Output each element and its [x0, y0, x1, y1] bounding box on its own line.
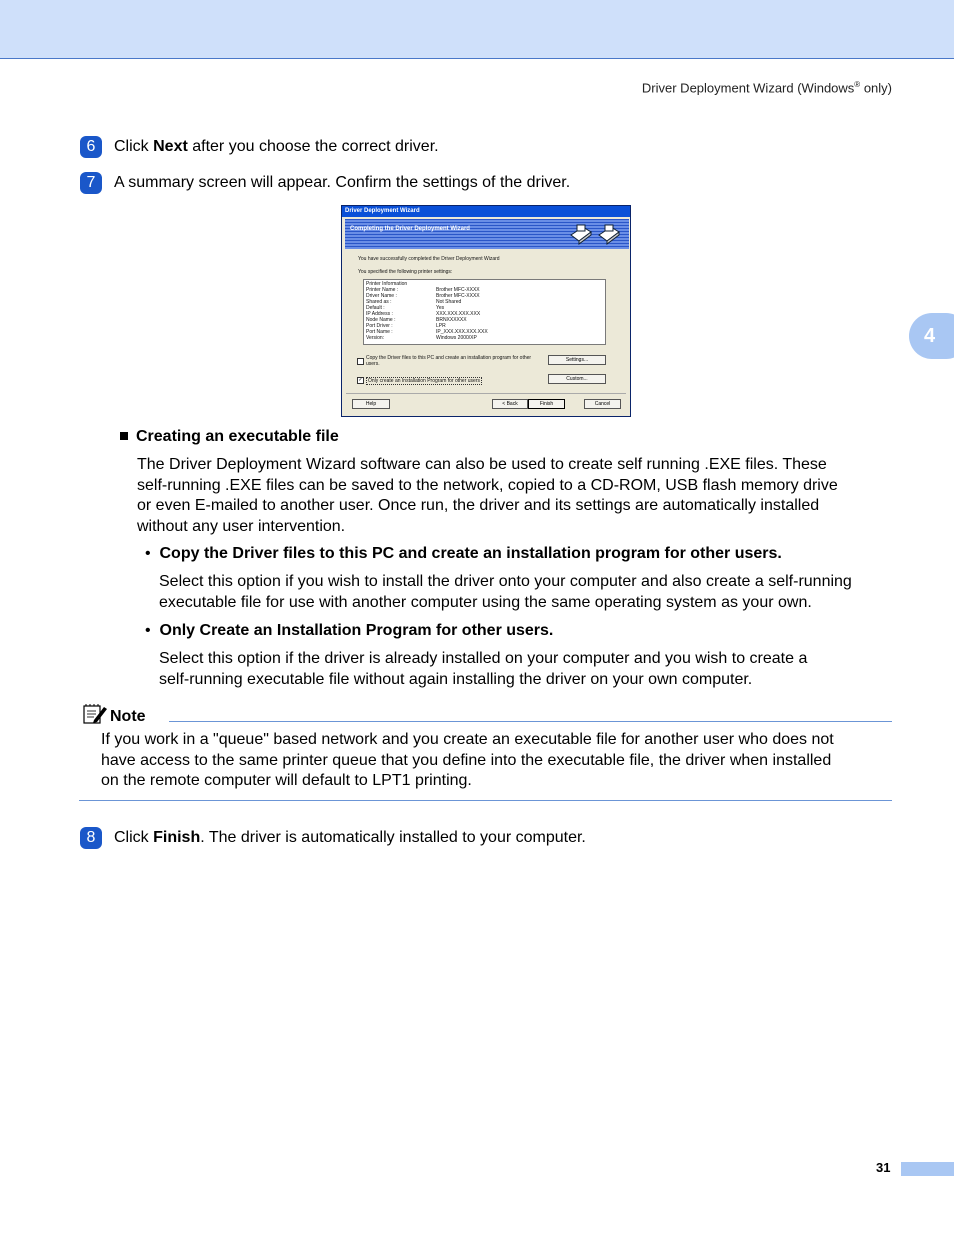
wizard-dialog-screenshot: [341, 205, 631, 417]
info-row: Shared as : Not Shared: [366, 299, 462, 305]
dialog-success-text: You have successfully completed the Driver Deployment Wizard: [358, 256, 500, 262]
info-row: Driver Name : Brother MFC-XXXX: [366, 293, 480, 299]
dialog-settings-caption: You specified the following printer settings:: [358, 269, 453, 275]
square-bullet-icon: [120, 432, 128, 440]
note-top-rule: [169, 721, 892, 722]
dialog-divider: [346, 393, 626, 394]
chapter-tab: 4: [909, 313, 954, 359]
note-label: Note: [110, 708, 146, 725]
note-text: If you work in a "queue" based network and you create an executable file for another user who does not have access to the same printer queue that you define into the executable file, the driver when installed on the remote computer will default to LPT1 printing.: [101, 731, 834, 789]
bullet-only-create: • Only Create an Installation Program for other users.: [145, 622, 554, 639]
only-create-checkbox[interactable]: ✓: [358, 377, 363, 383]
dialog-banner: [345, 219, 629, 249]
settings-button[interactable]: Settings...: [548, 355, 606, 365]
info-row: Node Name : BRNXXXXXX: [366, 317, 467, 323]
cancel-button[interactable]: Cancel: [584, 399, 621, 409]
step-7-text: A summary screen will appear. Confirm the settings of the driver.: [114, 174, 571, 191]
bullet-dot: •: [145, 622, 151, 639]
section-heading: Creating an executable file: [120, 428, 339, 446]
dialog-banner-text: Completing the Driver Deployment Wizard: [350, 226, 470, 232]
step-6-text: Click Next after you choose the correct driver.: [114, 138, 439, 155]
info-row: Port Name : IP_XXX.XXX.XXX.XXX: [366, 329, 488, 335]
page-number: 31: [876, 1160, 891, 1175]
info-row: Port Driver : LPR: [366, 323, 446, 329]
step-number-8: 8: [80, 827, 102, 849]
printer-info-box: [363, 279, 606, 345]
info-row: Version: Windows 2000/XP: [366, 335, 477, 341]
custom-button[interactable]: Custom...: [548, 374, 606, 384]
info-row: IP Address : XXX.XXX.XXX.XXX: [366, 311, 481, 317]
info-row: Printer Information: [366, 281, 408, 287]
running-header: Driver Deployment Wizard (Windows® only): [641, 80, 892, 96]
info-row: Printer Name : Brother MFC-XXXX: [366, 287, 480, 293]
printer-icon: [597, 223, 621, 245]
help-button[interactable]: Help: [352, 399, 390, 409]
note-bottom-rule: [79, 800, 892, 801]
bullet-copy-driver: • Copy the Driver files to this PC and create an installation program for other users.: [145, 545, 782, 562]
dialog-title: Driver Deployment Wizard: [342, 206, 630, 217]
note-pencil-icon: [82, 703, 108, 725]
bullet-only-create-desc: Select this option if the driver is already installed on your computer and you wish to create a self-running executable file without again installing the driver on your own computer.: [159, 650, 808, 688]
info-row: Default : Yes: [366, 305, 445, 311]
page-number-bar: [901, 1162, 954, 1176]
step-8-text: Click Finish. The driver is automatically installed to your computer.: [114, 829, 586, 846]
printer-icon: [569, 223, 593, 245]
copy-driver-option-label: Copy the Driver files to this PC and create an installation program for other users.: [366, 355, 532, 367]
copy-driver-checkbox[interactable]: [357, 358, 364, 365]
bullet-copy-driver-desc: Select this option if you wish to install the driver onto your computer and also create a self-running executable file for use with another computer using the same operating system as your own.: [159, 573, 852, 611]
step-number-7: 7: [80, 172, 102, 194]
finish-button[interactable]: Finish: [528, 399, 565, 409]
back-button[interactable]: < Back: [492, 399, 528, 409]
step-number-6: 6: [80, 136, 102, 158]
bullet-dot: •: [145, 545, 151, 562]
section-paragraph: The Driver Deployment Wizard software can also be used to create self running .EXE files. These self-running .EXE files can be saved to the network, copied to a CD-ROM, USB flash memory drive or even E-mailed to another user. Once run, the driver and its settings are automatically installed without any user intervention.: [137, 456, 838, 535]
header-band: [0, 0, 954, 59]
only-create-option-label: Only create an Installation Program for other users: [368, 378, 480, 384]
